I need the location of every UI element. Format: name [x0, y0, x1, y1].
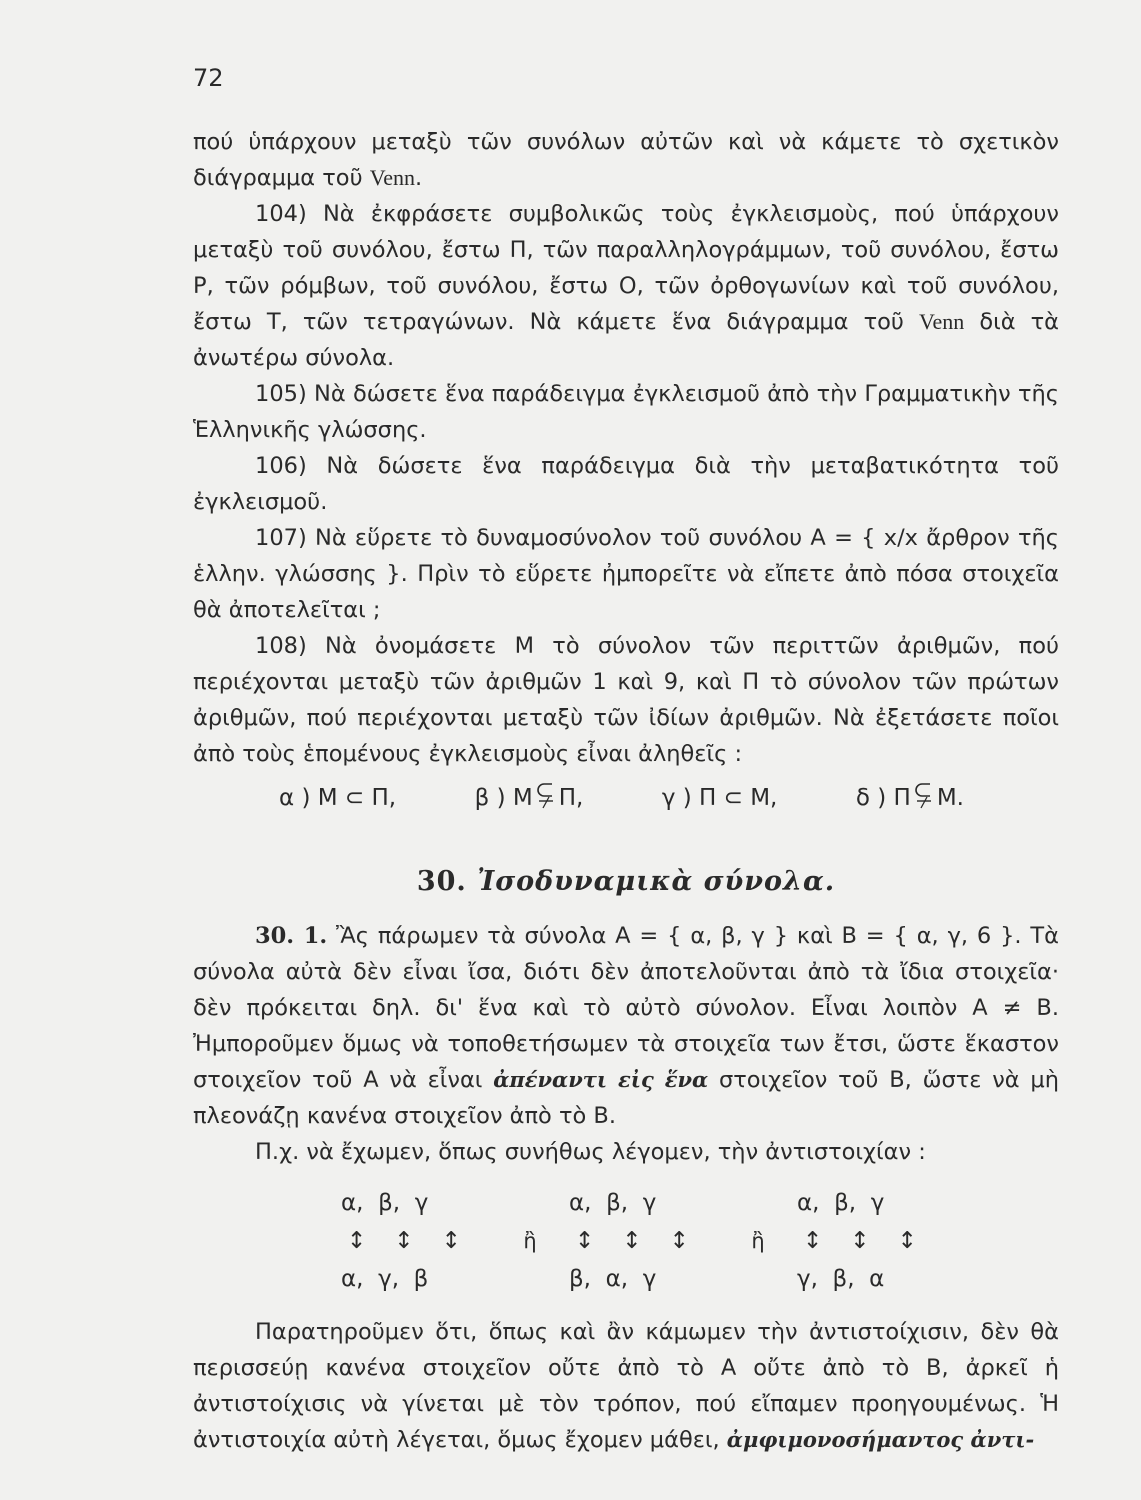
arrow-row [569, 1222, 719, 1260]
proper-subset-icon [535, 783, 557, 809]
double-arrow-icon: ↕ [347, 1228, 367, 1254]
section-title: Ἰσοδυναμικὰ σύνολα. [477, 866, 836, 897]
or-word: ἢ [523, 1229, 537, 1253]
exercise-104-end: διὰ τὰ ἀνωτέρω σύνολα. [193, 309, 1059, 371]
correspondence-bottom: β, α, γ [569, 1266, 657, 1292]
venn-word: Venn [369, 165, 415, 190]
correspondence-top: α, β, γ [797, 1190, 885, 1216]
venn-word: Venn [919, 309, 965, 334]
option-b-right: Π, [558, 785, 584, 811]
emphasis-text: ἀπέναντι εἰς ἕνα [493, 1067, 709, 1092]
page-body [193, 124, 1059, 1458]
double-arrow-icon: ↕ [622, 1228, 642, 1254]
emphasis-text: ἀμφιμονοσήμαντος ἀντι- [726, 1427, 1035, 1452]
inclusion-options [193, 772, 1059, 816]
double-arrow-icon: ↕ [803, 1228, 823, 1254]
paragraph-30-1-text: Ἂς πάρωμεν τὰ σύνολα Α = { α, β, γ } καὶ Β = { α, γ, 6 }. Τὰ σύνολα αὐτὰ δὲν εἶναι ἴσα, διότι δὲν ἀποτελοῦνται ἀπὸ τὰ ἴδια στοιχεῖα· δὲν πρόκειται δηλ. δι' ἕνα καὶ τὸ αὐτὸ σύνολον. Εἶναι λοιπὸν Α ≠ Β. Ἠμποροῦμεν ὅμως νὰ τοποθετήσωμεν τὰ στοιχεῖα των ἔτσι, ὥστε ἕκαστον στοιχεῖον τοῦ Α νὰ εἶναι [193, 923, 1059, 1093]
double-arrow-icon: ↕ [394, 1228, 414, 1254]
page-number: 72 [193, 64, 224, 92]
option-b [475, 780, 584, 816]
paragraph-30-1 [193, 918, 1059, 1134]
arrow-row [341, 1222, 491, 1260]
correspondence-top: α, β, γ [569, 1190, 657, 1216]
option-c: γ ) Π ⊂ Μ, [661, 785, 778, 811]
proper-subset-icon [913, 783, 935, 809]
exercise-105: 105) Νὰ δώσετε ἕνα παράδειγμα ἐγκλεισμοῦ ἀπὸ τὴν Γραμματικὴν τῆς Ἑλληνικῆς γλώσσης. [193, 381, 1059, 443]
option-d-right: Μ. [936, 785, 964, 811]
exercise-106: 106) Νὰ δώσετε ἕνα παράδειγμα διὰ τὴν μεταβατικότητα τοῦ ἐγκλεισμοῦ. [193, 453, 1059, 515]
exercise-108: 108) Νὰ ὀνομάσετε Μ τὸ σύνολον τῶν περιττῶν ἀριθμῶν, πού περιέχονται μεταξὺ τῶν ἀριθμῶν 1 καὶ 9, καὶ Π τὸ σύνολον τῶν πρώτων ἀριθμῶν, πού περιέχονται μεταξὺ τῶν ἰδίων ἀριθμῶν. Νὰ ἐξετάσετε ποῖοι ἀπὸ τοὺς ἑπομένους ἐγκλεισμοὺς εἶναι ἀληθεῖς : [193, 633, 1059, 767]
correspondence-3 [797, 1184, 947, 1298]
correspondence-2 [569, 1184, 719, 1298]
example-intro: Π.χ. νὰ ἔχωμεν, ὅπως συνήθως λέγομεν, τὴν ἀντιστοιχίαν : [255, 1139, 926, 1165]
section-number: 30. [416, 866, 467, 897]
subsection-number: 30. 1. [255, 923, 328, 949]
double-arrow-icon: ↕ [850, 1228, 870, 1254]
double-arrow-icon: ↕ [575, 1228, 595, 1254]
correspondence-top: α, β, γ [341, 1190, 429, 1216]
paragraph-30-1-end: στοιχεῖον τοῦ Β, ὥστε νὰ μὴ πλεονάζῃ κανένα στοιχεῖον ἀπὸ τὸ Β. [193, 1067, 1059, 1129]
correspondence-bottom: α, γ, β [341, 1266, 429, 1292]
intro-text: πού ὑπάρχουν μεταξὺ τῶν συνόλων αὐτῶν καὶ νὰ κάμετε τὸ σχετικὸν διάγραμμα τοῦ [193, 129, 1059, 191]
intro-end: . [414, 165, 423, 191]
exercise-104-text: 104) Νὰ ἐκφράσετε συμβολικῶς τοὺς ἐγκλεισμοὺς, πού ὑπάρχουν μεταξὺ τοῦ συνόλου, ἔστω Π, τῶν παραλληλογράμμων, τοῦ συνόλου, ἔστω Ρ, τῶν ρόμβων, τοῦ συνόλου, ἔστω Ο, τῶν ὀρθογωνίων καὶ τοῦ συνόλου, ἔστω Τ, τῶν τετραγώνων. Νὰ κάμετε ἕνα διάγραμμα τοῦ [193, 201, 1059, 335]
option-d-left: δ ) Π [855, 785, 911, 811]
paragraph-intro [193, 124, 1059, 196]
double-arrow-icon: ↕ [669, 1228, 689, 1254]
exercise-107: 107) Νὰ εὕρετε τὸ δυναμοσύνολον τοῦ συνόλου Α = { x/x ἄρθρον τῆς ἑλλην. γλώσσης }. Πρὶν τὸ εὕρετε ἠμπορεῖτε νὰ εἴπετε ἀπὸ πόσα στοιχεῖα θὰ ἀποτελεῖται ; [193, 525, 1059, 623]
or-word: ἢ [751, 1229, 765, 1253]
paragraph-final [193, 1314, 1059, 1458]
option-b-left: β ) Μ [474, 785, 533, 811]
option-d [856, 780, 964, 816]
correspondence-bottom: γ, β, α [797, 1266, 885, 1292]
correspondence-1 [341, 1184, 491, 1298]
section-heading [193, 864, 1059, 900]
option-a: α ) Μ ⊂ Π, [279, 785, 397, 811]
paragraph-final-text: Παρατηροῦμεν ὅτι, ὅπως καὶ ἂν κάμωμεν τὴν ἀντιστοίχισιν, δὲν θὰ περισσεύῃ κανένα στοιχεῖον οὔτε ἀπὸ τὸ Α οὔτε ἀπὸ τὸ Β, ἀρκεῖ ἡ ἀντιστοίχισις νὰ γίνεται μὲ τὸν τρόπον, πού εἴπαμεν προηγουμένως. Ἡ ἀντιστοιχία αὐτὴ λέγεται, ὅμως ἔχομεν μάθει, [193, 1319, 1059, 1453]
correspondence-diagram [341, 1184, 1059, 1298]
double-arrow-icon: ↕ [897, 1228, 917, 1254]
exercise-104 [193, 196, 1059, 376]
double-arrow-icon: ↕ [441, 1228, 461, 1254]
arrow-row [797, 1222, 947, 1260]
